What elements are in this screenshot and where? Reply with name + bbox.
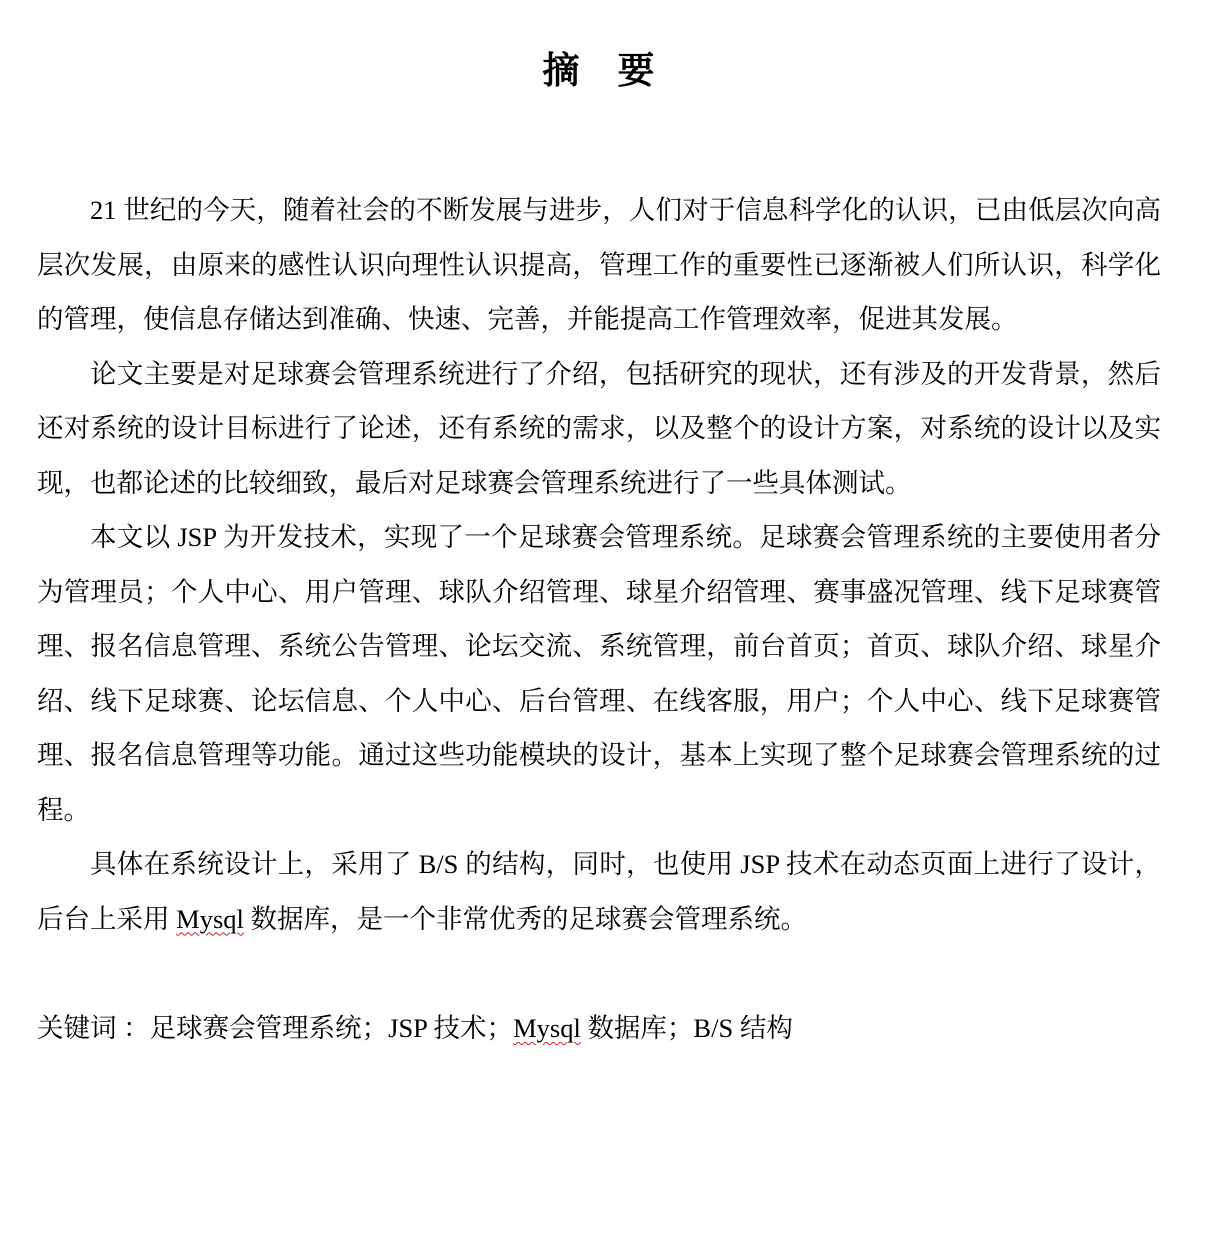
abstract-title-char-2: 要 xyxy=(617,51,655,92)
spellcheck-flagged-keyword: Mysql xyxy=(513,1013,581,1043)
paragraph-4-text-start: 具体在系统设计上，采用了 B/S 的结构，同时，也使用 JSP 技术在动态页面上进行了设计，后台上采用 xyxy=(37,849,1161,934)
keywords-text-start: 足球赛会管理系统；JSP 技术； xyxy=(149,1013,514,1043)
keywords-text-end: 数据库；B/S 结构 xyxy=(580,1013,793,1043)
keywords-line xyxy=(37,1001,1161,1055)
spellcheck-flagged-word: Mysql xyxy=(176,903,244,934)
abstract-paragraph-2: 论文主要是对足球赛会管理系统进行了介绍，包括研究的现状，还有涉及的开发背景，然后还对系统的设计目标进行了论述，还有系统的需求，以及整个的设计方案，对系统的设计以及实现，也都论述的比较细致，最后对足球赛会管理系统进行了一些具体测试。 xyxy=(37,358,1161,498)
abstract-paragraph-3: 本文以 JSP 为开发技术，实现了一个足球赛会管理系统。足球赛会管理系统的主要使用者分为管理员；个人中心、用户管理、球队介绍管理、球星介绍管理、赛事盛况管理、线下足球赛管理、报名信息管理、系统公告管理、论坛交流、系统管理，前台首页；首页、球队介绍、球星介绍、线下足球赛、论坛信息、个人中心、后台管理、在线客服，用户；个人中心、线下足球赛管理、报名信息管理等功能。通过这些功能模块的设计，基本上实现了整个足球赛会管理系统的过程。 xyxy=(37,522,1161,825)
paragraph-4-text-end: 数据库，是一个非常优秀的足球赛会管理系统。 xyxy=(243,903,807,934)
abstract-paragraph-1: 21 世纪的今天，随着社会的不断发展与进步，人们对于信息科学化的认识，已由低层次向高层次发展，由原来的感性认识向理性认识提高，管理工作的重要性已逐渐被人们所认识，科学化的管理，使信息存储达到准确、快速、完善，并能提高工作管理效率，促进其发展。 xyxy=(37,195,1161,334)
abstract-body xyxy=(37,183,1161,946)
abstract-title-char-1: 摘 xyxy=(542,51,580,92)
keywords-label: 关键词 ： xyxy=(37,1013,150,1043)
abstract-title xyxy=(0,48,1197,96)
abstract-paragraph-4 xyxy=(37,837,1161,946)
